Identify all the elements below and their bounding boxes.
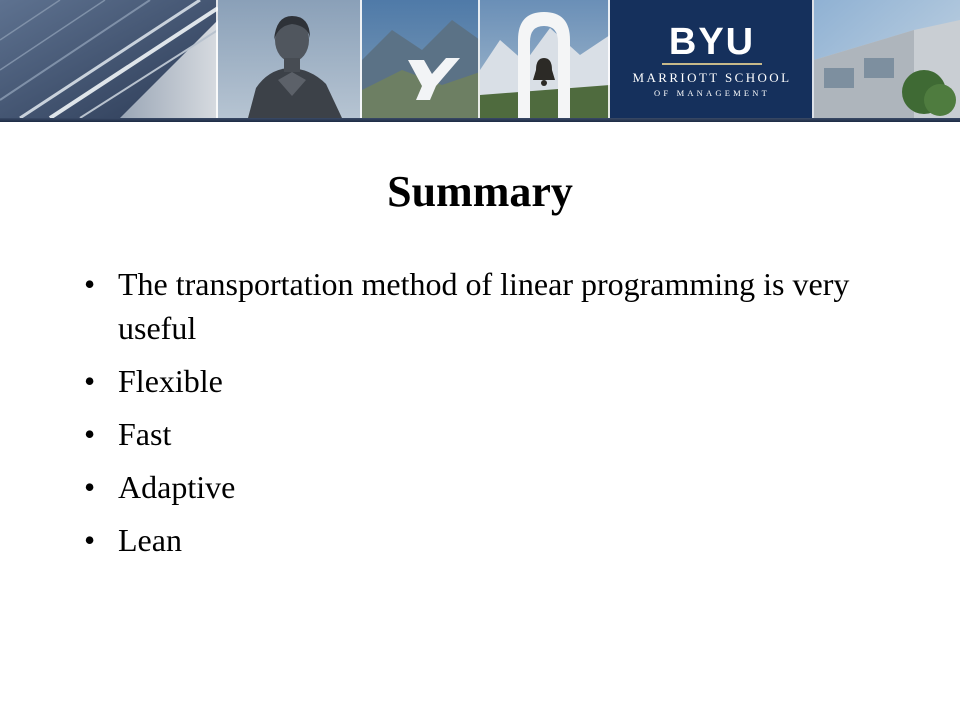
bullet-marker: •	[84, 416, 96, 452]
bullet-list	[84, 262, 884, 562]
bullet-item	[84, 262, 884, 350]
statue-photo	[218, 0, 362, 118]
bullet-text: Flexible	[118, 363, 223, 399]
header-banner	[0, 0, 960, 120]
bullet-marker: •	[84, 469, 96, 505]
campus-building-photo	[814, 0, 960, 118]
slide-title: Summary	[387, 167, 573, 216]
logo-wordmark: BYU	[668, 21, 756, 63]
logo-subtitle-line: OF MANAGEMENT	[654, 88, 770, 98]
bullet-marker: •	[84, 522, 96, 558]
bell-tower-photo	[480, 0, 610, 118]
bullet-marker: •	[84, 363, 96, 399]
bullet-marker: •	[84, 266, 96, 302]
bullet-item	[84, 518, 884, 562]
bullet-text: Lean	[118, 522, 182, 558]
byu-marriott-logo	[610, 0, 814, 118]
building-facade-photo	[0, 0, 218, 118]
logo-rule	[662, 63, 762, 65]
bullet-item	[84, 412, 884, 456]
bullet-text: Adaptive	[118, 469, 236, 505]
bullet-text: The transportation method of linear programming is very useful	[118, 266, 850, 346]
banner-rule	[0, 118, 960, 122]
bullet-item	[84, 465, 884, 509]
logo-school-line: MARRIOTT SCHOOL	[632, 70, 792, 85]
mountain-y-photo	[362, 0, 480, 118]
bullet-text: Fast	[118, 416, 172, 452]
bullet-item	[84, 359, 884, 403]
